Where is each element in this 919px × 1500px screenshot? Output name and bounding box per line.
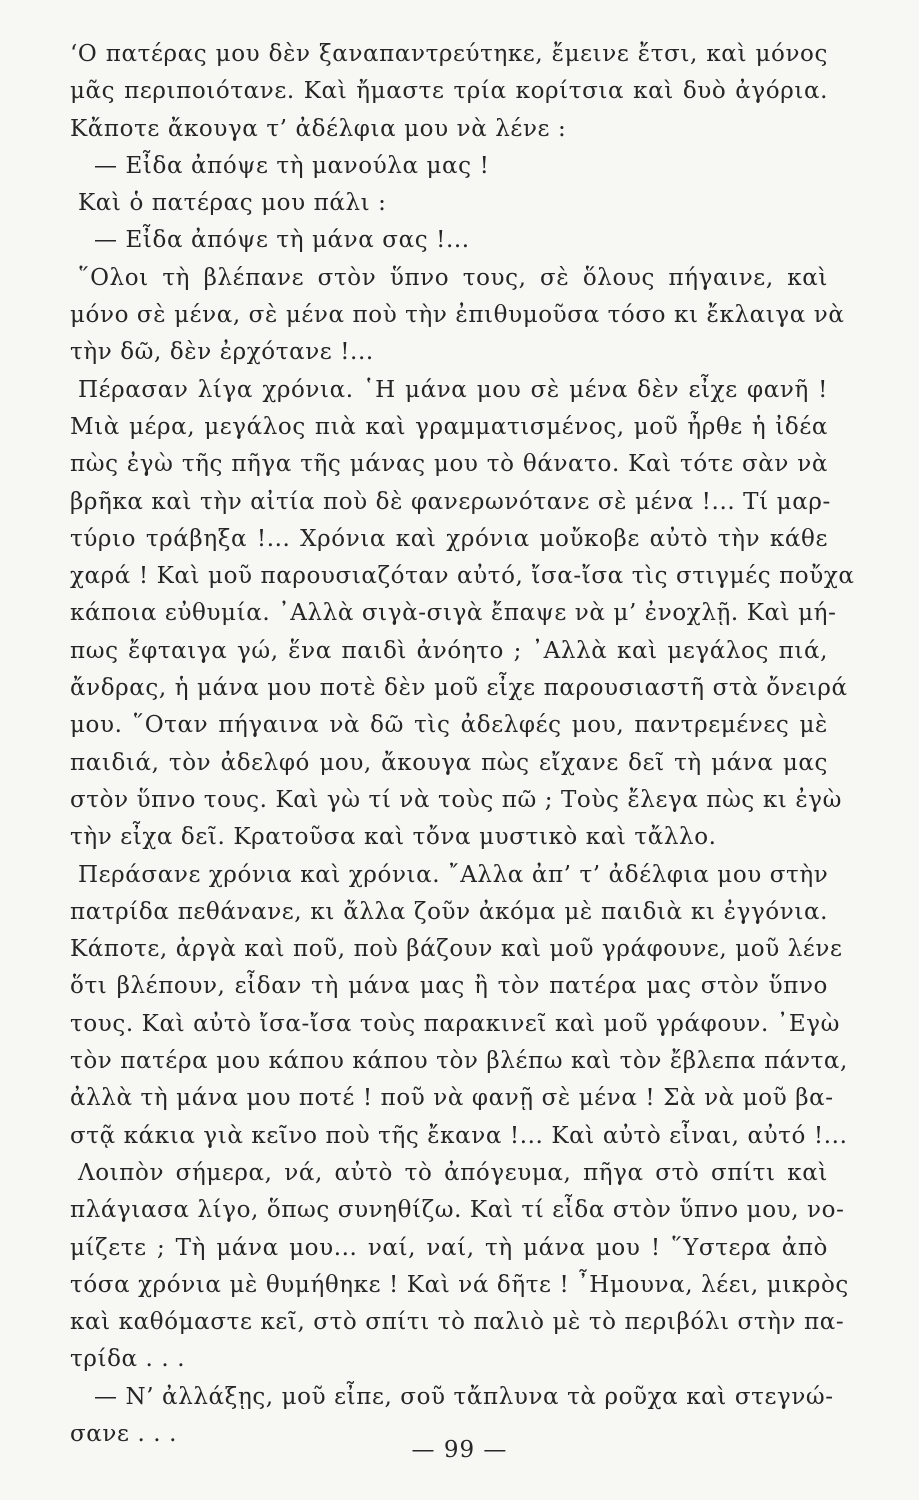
text-line: Λοιπὸν σήμερα, νά, αὐτὸ τὸ ἀπόγευμα, πῆγα στὸ σπίτι καὶ [78, 1159, 828, 1186]
text-line: ὅτι βλέπουν, εἶδαν τὴ μάνα μας ἢ τὸν πατέρα μας στὸν ὕπνο [70, 973, 828, 1000]
text-line: κάποια εὐθυμία. ᾿Αλλὰ σιγὰ-σιγὰ ἔπαψε νὰ μ’ ἐνοχλῇ. Καὶ μή- [70, 600, 837, 627]
text-line: Καὶ ὁ πατέρας μου πάλι : [78, 190, 387, 217]
page-number: — 99 — [411, 1437, 508, 1463]
dialogue-line: — Εἶδα ἀπόψε τὴ μανούλα μας ! [94, 152, 490, 179]
text-line: καὶ καθόμαστε κεῖ, στὸ σπίτι τὸ παλιὸ μὲ τὸ περιβόλι στὴν πα- [70, 1309, 845, 1336]
text-line: τρίδα . . . [70, 1346, 186, 1373]
text-line: στὸν ὕπνο τους. Καὶ γὼ τί νὰ τοὺς πῶ ; Τοὺς ἔλεγα πὼς κι ἐγὼ [70, 786, 842, 813]
dialogue-line: — Εἶδα ἀπόψε τὴ μάνα σας !... [94, 227, 470, 254]
dialogue-line: — Ν’ ἀλλάξῃς, μοῦ εἶπε, σοῦ τἄπλυνα τὰ ροῦχα καὶ στεγνώ- [94, 1383, 834, 1410]
text-line: Μιὰ μέρα, μεγάλος πιὰ καὶ γραμματισμένος, μοῦ ἦρθε ἡ ἰδέα [70, 413, 828, 440]
text-line: παιδιά, τὸν ἀδελφό μου, ἄκουγα πὼς εἴχανε δεῖ τὴ μάνα μας [70, 749, 828, 776]
text-line: στᾷ κάκια γιὰ κεῖνο ποὺ τῆς ἔκανα !... Καὶ αὐτὸ εἶναι, αὐτό !... [70, 1122, 848, 1149]
text-line: βρῆκα καὶ τὴν αἰτία ποὺ δὲ φανερωνότανε σὲ μένα !... Τί μαρ- [70, 488, 831, 515]
text-line: πὼς ἐγὼ τῆς πῆγα τῆς μάνας μου τὸ θάνατο. Καὶ τότε σὰν νὰ [70, 451, 828, 478]
text-line: ἀλλὰ τὴ μάνα μου ποτέ ! ποῦ νὰ φανῇ σὲ μένα ! Σὰ νὰ μοῦ βα- [70, 1085, 834, 1112]
text-line: πως ἔφταιγα γώ, ἕνα παιδὶ ἀνόητο ; ᾿Αλλὰ καὶ μεγάλος πιά, [70, 637, 828, 664]
text-line: ‘Ο πατέρας μου δὲν ξαναπαντρεύτηκε, ἔμεινε ἔτσι, καὶ μόνος [70, 41, 828, 67]
text-line: τόσα χρόνια μὲ θυμήθηκε ! Καὶ νά δῆτε ! ῏Ημουνα, λέει, μικρὸς [70, 1271, 849, 1298]
text-line: Περάσανε χρόνια καὶ χρόνια. ῎Αλλα ἀπ’ τ’ ἀδέλφια μου στὴν [78, 861, 829, 888]
body-text [70, 36, 855, 1453]
text-line: τὸν πατέρα μου κάπου κάπου τὸν βλέπω καὶ τὸν ἔβλεπα πάντα, [70, 1048, 848, 1075]
text-line: πατρίδα πεθάνανε, κι ἄλλα ζοῦν ἀκόμα μὲ παιδιὰ κι ἐγγόνια. [70, 898, 828, 925]
text-line: σανε . . . [70, 1420, 177, 1447]
text-line: Κάποτε, ἀργὰ καὶ ποῦ, ποὺ βάζουν καὶ μοῦ γράφουνε, μοῦ λένε [70, 936, 843, 963]
text-line: τὴν δῶ, δὲν ἐρχότανε !... [70, 339, 374, 366]
text-line: τους. Καὶ αὐτὸ ἴσα-ἴσα τοὺς παρακινεῖ καὶ μοῦ γράφουν. ᾿Εγὼ [70, 1010, 840, 1037]
text-line: μόνο σὲ μένα, σὲ μένα ποὺ τὴν ἐπιθυμοῦσα τόσο κι ἔκλαιγα νὰ [70, 302, 845, 329]
text-line: μᾶς περιποιότανε. Καὶ ἤμαστε τρία κορίτσια καὶ δυὸ ἀγόρια. [70, 78, 828, 105]
text-line: πλάγιασα λίγο, ὅπως συνηθίζω. Καὶ τί εἶδα στὸν ὕπνο μου, νο- [70, 1197, 845, 1224]
text-line: τὴν εἶχα δεῖ. Κρατοῦσα καὶ τὄνα μυστικὸ καὶ τἄλλο. [70, 824, 717, 851]
text-line: ῞Ολοι τὴ βλέπανε στὸν ὕπνο τους, σὲ ὅλους πήγαινε, καὶ [78, 264, 828, 291]
text-line: ἄνδρας, ἡ μάνα μου ποτὲ δὲν μοῦ εἶχε παρουσιαστῆ στὰ ὄνειρά [70, 675, 848, 702]
text-line: μίζετε ; Τὴ μάνα μου... ναί, ναί, τὴ μάνα μου ! ῞Υστερα ἀπὸ [70, 1234, 828, 1261]
text-line: Κἄποτε ἄκουγα τ’ ἀδέλφια μου νὰ λένε : [70, 115, 567, 142]
text-line: Πέρασαν λίγα χρόνια. ῾Η μάνα μου σὲ μένα δὲν εἶχε φανῆ ! [78, 376, 828, 403]
text-line: μου. ῞Οταν πήγαινα νὰ δῶ τὶς ἀδελφές μου, παντρεμένες μὲ [70, 712, 828, 739]
text-line: χαρά ! Καὶ μοῦ παρουσιαζόταν αὐτό, ἴσα-ἴσα τὶς στιγμές ποὔχα [70, 563, 855, 590]
text-line: τύριο τράβηξα !... Χρόνια καὶ χρόνια μοὔκοβε αὐτὸ τὴν κάθε [70, 525, 828, 552]
